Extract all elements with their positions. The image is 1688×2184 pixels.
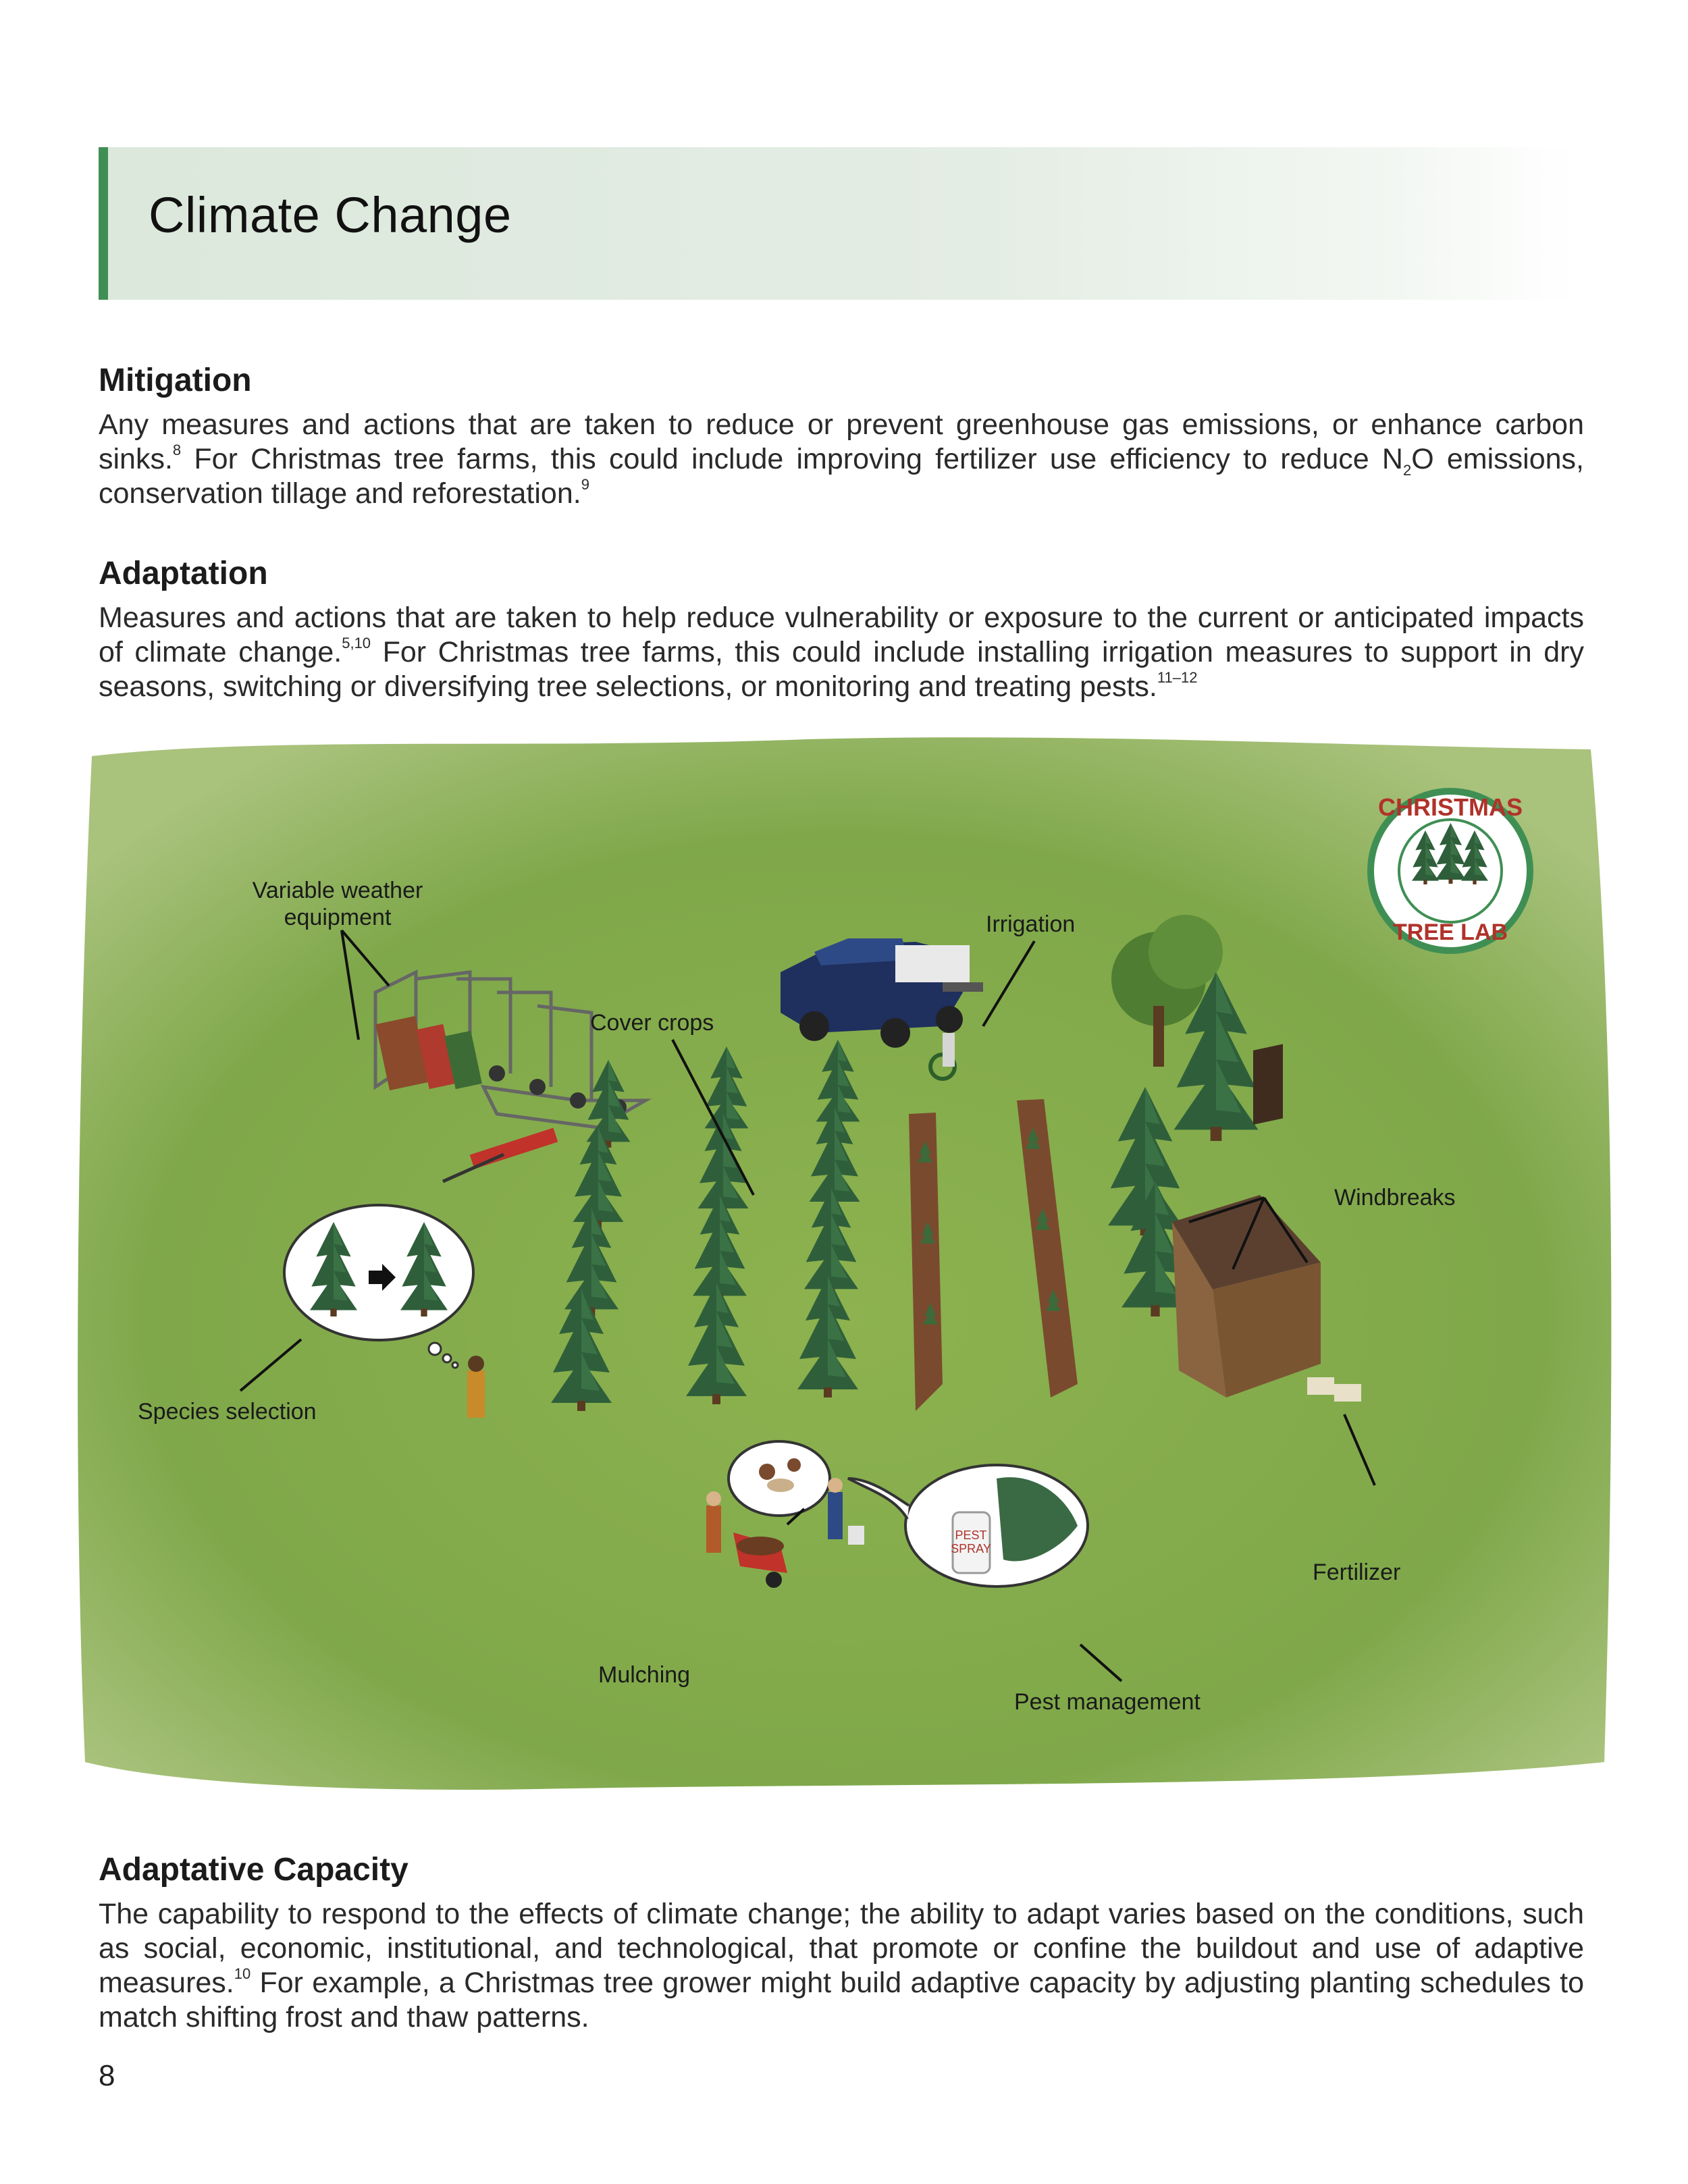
footnote-ref: 9 [581, 476, 589, 493]
pest-spray-text: PEST [955, 1528, 987, 1542]
logo-bottom-text: TREE LAB [1393, 920, 1508, 945]
adaptative-capacity-heading: Adaptative Capacity [99, 1852, 408, 1888]
footnote-ref: 8 [172, 442, 182, 458]
farm-illustration [65, 709, 1625, 1816]
page-title: Climate Change [149, 187, 512, 243]
mitigation-text-part: O emissions, conservation tillage and reforestation. [99, 443, 1585, 510]
label-mulching: Mulching [598, 1662, 691, 1688]
adaptation-heading: Adaptation [99, 556, 268, 591]
mitigation-text-part: For Christmas tree farms, this could include improving fertilizer use efficiency to reduce N [181, 443, 1403, 475]
christmas-tree-lab-logo [1368, 789, 1533, 953]
mitigation-text [99, 408, 1584, 511]
footnote-ref: 5,10 [342, 635, 371, 651]
label-equipment: equipment [284, 905, 392, 930]
page-number: 8 [99, 2059, 115, 2092]
label-pest-management: Pest management [1014, 1689, 1201, 1715]
mitigation-text-part: Any measures and actions that are taken to reduce or prevent greenhouse gas emissions, or enhance carbon sinks. [99, 408, 1584, 475]
label-fertilizer: Fertilizer [1313, 1560, 1401, 1585]
label-variable-weather: Variable weather [252, 878, 423, 903]
pest-spray-text: SPRAY [951, 1542, 991, 1555]
subscript: 2 [1402, 462, 1412, 479]
adaptation-text-part: For Christmas tree farms, this could include installing irrigation measures to support in dry seasons, switching or diversifying tree selections, or monitoring and treating pests. [99, 636, 1584, 703]
adaptative-capacity-text [99, 1897, 1584, 2035]
capacity-text-part: For example, a Christmas tree grower might build adaptive capacity by adjusting planting schedules to match shifting frost and thaw patterns. [99, 1967, 1584, 2033]
label-irrigation: Irrigation [986, 911, 1076, 937]
capacity-text-part: The capability to respond to the effects of climate change; the ability to adapt varies based on the conditions, such as social, economic, institutional, and technological, that promote or confine the buildout and use of adaptive measures. [99, 1898, 1584, 1999]
label-windbreaks: Windbreaks [1334, 1185, 1456, 1210]
footnote-ref: 10 [234, 1965, 251, 1982]
mitigation-heading: Mitigation [99, 363, 252, 398]
adaptation-text-part: Measures and actions that are taken to help reduce vulnerability or exposure to the current or anticipated impacts of climate change. [99, 602, 1584, 668]
logo-top-text: CHRISTMAS [1378, 793, 1523, 821]
title-accent-bar [99, 147, 108, 300]
footnote-ref: 11–12 [1157, 669, 1198, 686]
label-species-selection: Species selection [138, 1399, 317, 1424]
adaptation-text [99, 601, 1584, 704]
label-cover-crops: Cover crops [590, 1010, 714, 1036]
